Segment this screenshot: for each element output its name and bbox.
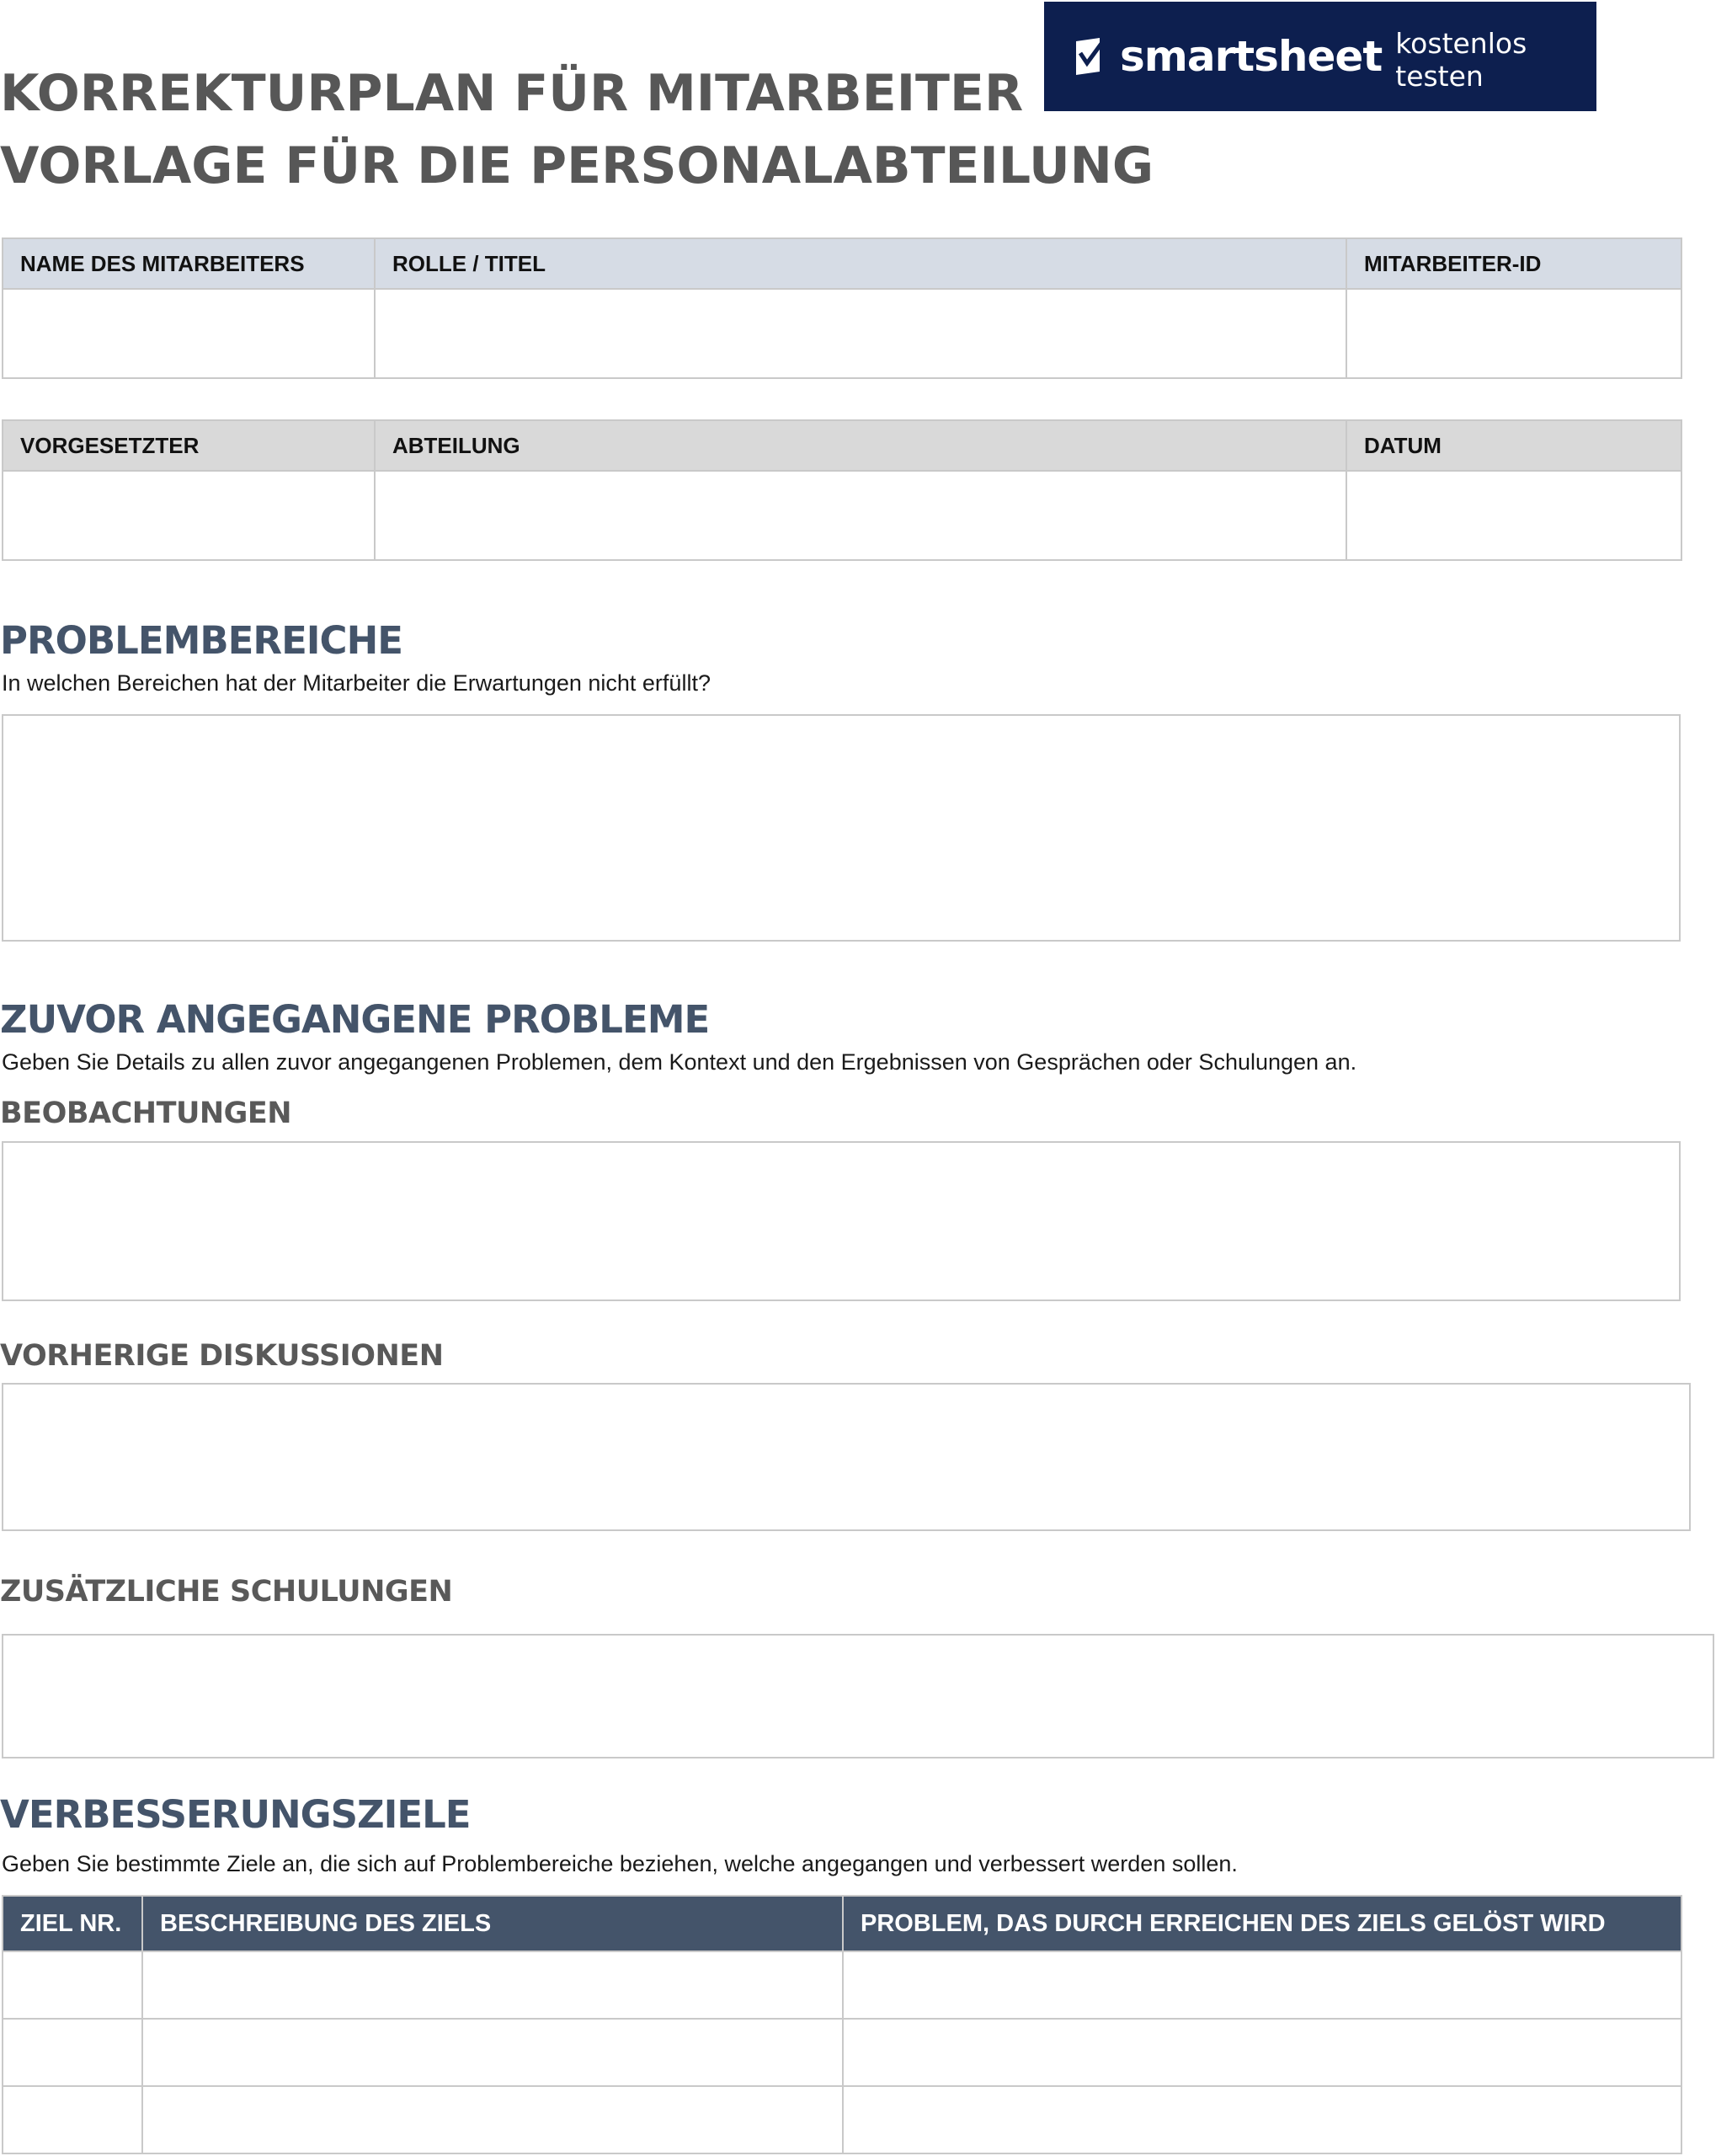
problem-areas-input[interactable] [2,714,1681,942]
additional-training-label: ZUSÄTZLICHE SCHULUNGEN [0,1575,453,1609]
table-row [3,2019,1681,2086]
department-field[interactable] [375,471,1346,560]
problem-areas-description: In welchen Bereichen hat der Mitarbeiter die Erwartungen nicht erfüllt? [2,670,711,696]
problem-areas-title: PROBLEMBEREICHE [0,618,402,663]
previous-issues-title: ZUVOR ANGEGANGENE PROBLEME [0,997,710,1042]
header-goal-number: ZIEL NR. [3,1896,142,1951]
checkmark-logo-icon [1076,38,1106,75]
logo-cta-text: kostenlos testen [1395,27,1527,93]
goal-description-cell[interactable] [142,2019,843,2086]
improvement-goals-description: Geben Sie bestimmte Ziele an, die sich auf Problembereiche beziehen, welche angegangen und verbessert werden sollen. [2,1851,1238,1876]
goal-number-cell[interactable] [3,2019,142,2086]
title-line-1: KORREKTURPLAN FÜR MITARBEITER [0,64,1024,123]
improvement-goals-title: VERBESSERUNGSZIELE [0,1792,471,1837]
employee-name-field[interactable] [3,289,375,378]
employee-info-table [2,237,1682,379]
additional-training-input[interactable] [2,1634,1714,1758]
employee-id-field[interactable] [1346,289,1681,378]
previous-discussions-label: VORHERIGE DISKUSSIONEN [0,1339,444,1373]
previous-discussions-input[interactable] [2,1383,1691,1531]
goal-description-cell[interactable] [142,2086,843,2153]
goal-number-cell[interactable] [3,2086,142,2153]
header-goal-description: BESCHREIBUNG DES ZIELS [142,1896,843,1951]
observations-label: BEOBACHTUNGEN [0,1097,292,1130]
document-title [0,57,1154,202]
header-employee-id: MITARBEITER-ID [1346,238,1681,289]
improvement-goals-table [2,1895,1682,2154]
observations-input[interactable] [2,1141,1681,1301]
goal-description-cell[interactable] [142,1951,843,2019]
logo-wordmark: smartsheet [1120,32,1383,81]
table-row [3,1951,1681,2019]
table-row [3,2086,1681,2153]
goal-number-cell[interactable] [3,1951,142,2019]
goal-problem-cell[interactable] [843,1951,1681,2019]
header-goal-problem: PROBLEM, DAS DURCH ERREICHEN DES ZIELS GELÖST WIRD [843,1896,1681,1951]
header-supervisor: VORGESETZTER [3,420,375,471]
header-department: ABTEILUNG [375,420,1346,471]
title-line-2: VORLAGE FÜR DIE PERSONALABTEILUNG [0,136,1154,195]
previous-issues-description: Geben Sie Details zu allen zuvor angegangenen Problemen, dem Kontext und den Ergebnissen von Gesprächen oder Schulungen an. [2,1049,1357,1075]
date-field[interactable] [1346,471,1681,560]
smartsheet-logo-banner[interactable] [1044,2,1596,111]
supervisor-field[interactable] [3,471,375,560]
supervisor-info-table [2,419,1682,561]
header-date: DATUM [1346,420,1681,471]
goal-problem-cell[interactable] [843,2019,1681,2086]
role-title-field[interactable] [375,289,1346,378]
header-role-title: ROLLE / TITEL [375,238,1346,289]
goal-problem-cell[interactable] [843,2086,1681,2153]
header-employee-name: NAME DES MITARBEITERS [3,238,375,289]
